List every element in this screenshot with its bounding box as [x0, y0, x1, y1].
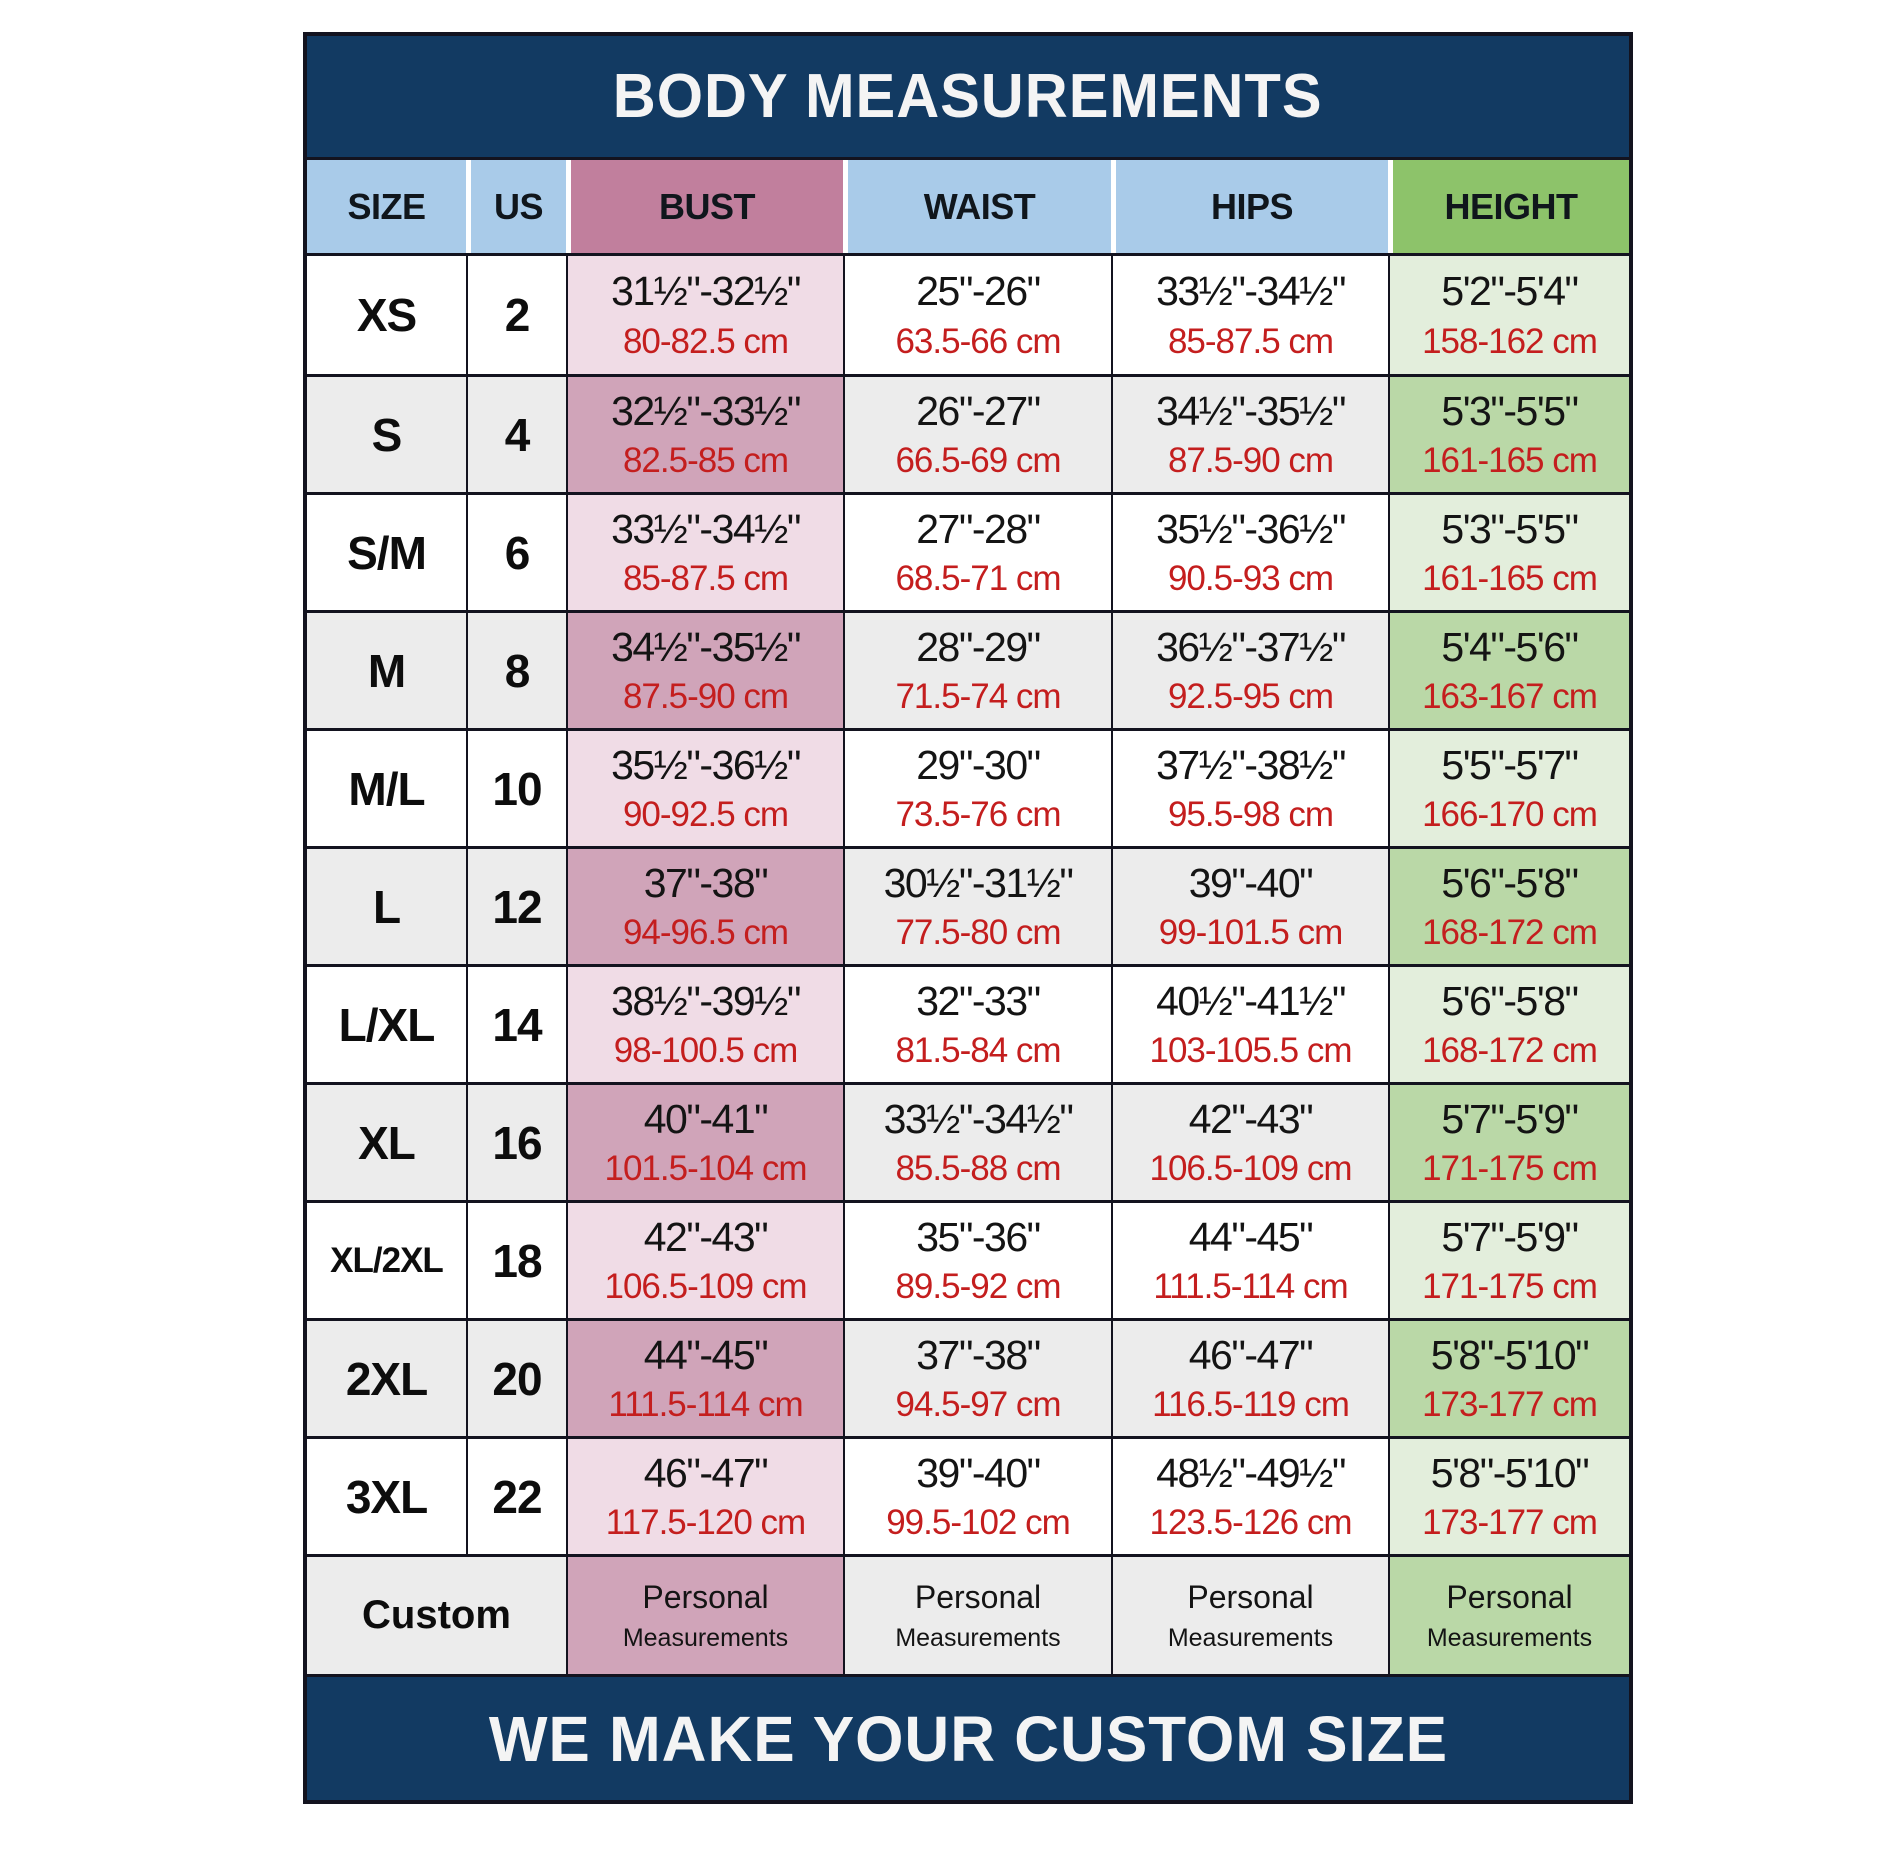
size-label: XS: [356, 289, 417, 341]
table-row: [307, 256, 1629, 374]
table-row: [307, 1318, 1629, 1436]
hips-cm-value: 123.5-126 cm: [1149, 1503, 1352, 1543]
waist-cell: [843, 377, 1111, 492]
bust-cell: [566, 377, 843, 492]
hips-cm-value: 106.5-109 cm: [1149, 1149, 1352, 1189]
us-cell: [466, 377, 566, 492]
title-bar: [307, 36, 1629, 160]
us-cell: [466, 613, 566, 728]
bust-cell: [566, 1085, 843, 1200]
height-cm-value: 161-165 cm: [1422, 559, 1597, 599]
bust-cm-value: 111.5-114 cm: [608, 1385, 803, 1425]
height-cm-value: 171-175 cm: [1422, 1149, 1597, 1189]
height-inches-value: 5'8"-5'10": [1430, 1449, 1589, 1496]
waist-cm-value: 68.5-71 cm: [895, 559, 1061, 599]
hips-cell: [1111, 495, 1388, 610]
size-label: L: [372, 880, 401, 933]
waist-cm-value: 71.5-74 cm: [895, 677, 1061, 717]
size-cell: [307, 377, 466, 492]
us-cell: [466, 256, 566, 374]
size-label: S: [371, 408, 402, 461]
waist-inches-value: 37"-38": [916, 1331, 1040, 1378]
table-row: [307, 374, 1629, 492]
bust-inches-value: 44"-45": [643, 1331, 768, 1378]
page-title: BODY MEASUREMENTS: [613, 62, 1323, 131]
waist-cell: [843, 256, 1111, 374]
custom-waist-line2: Measurements: [895, 1623, 1061, 1652]
footer-bar: [307, 1674, 1629, 1800]
bust-cm-value: 106.5-109 cm: [604, 1267, 807, 1307]
hips-inches-value: 42"-43": [1188, 1095, 1313, 1142]
waist-inches-value: 35"-36": [916, 1213, 1040, 1260]
height-inches-value: 5'8"-5'10": [1430, 1331, 1589, 1378]
waist-cell: [843, 849, 1111, 964]
waist-cell: [843, 1439, 1111, 1554]
us-cell: [466, 731, 566, 846]
table-row: [307, 1436, 1629, 1554]
hips-cell: [1111, 613, 1388, 728]
size-cell: [307, 967, 466, 1082]
custom-size-row: [307, 1554, 1629, 1674]
hips-cell: [1111, 1321, 1388, 1436]
waist-cm-value: 94.5-97 cm: [895, 1385, 1061, 1425]
waist-inches-value: 26"-27": [916, 387, 1040, 434]
size-cell: [307, 1439, 466, 1554]
bust-cell: [566, 1203, 843, 1318]
us-cell: [466, 967, 566, 1082]
custom-label-cell: [307, 1557, 566, 1674]
bust-inches-value: 31½"-32½": [611, 267, 800, 314]
us-size-value: 20: [492, 1352, 542, 1405]
us-cell: [466, 1085, 566, 1200]
hips-inches-value: 40½"-41½": [1156, 977, 1345, 1024]
column-header-us: US: [466, 160, 566, 253]
bust-cell: [566, 849, 843, 964]
size-label: M/L: [348, 762, 425, 815]
hips-cm-value: 111.5-114 cm: [1153, 1267, 1348, 1307]
custom-bust-line1: Personal: [642, 1578, 769, 1615]
size-label: M: [367, 644, 406, 697]
bust-cm-value: 90-92.5 cm: [622, 795, 789, 835]
hips-cm-value: 95.5-98 cm: [1167, 795, 1334, 835]
height-cell: [1388, 256, 1629, 374]
bust-cm-value: 80-82.5 cm: [622, 322, 789, 362]
column-header-height: HEIGHT: [1388, 160, 1629, 253]
hips-cell: [1111, 731, 1388, 846]
column-header-bust: BUST: [566, 160, 843, 253]
waist-inches-value: 30½"-31½": [883, 859, 1073, 906]
us-size-value: 14: [492, 998, 542, 1051]
height-inches-value: 5'6"-5'8": [1441, 977, 1578, 1024]
waist-cell: [843, 1085, 1111, 1200]
height-cm-value: 158-162 cm: [1422, 322, 1597, 362]
height-cm-value: 166-170 cm: [1422, 795, 1597, 835]
custom-height-cell: [1388, 1557, 1629, 1674]
custom-bust-cell: [566, 1557, 843, 1674]
waist-cm-value: 89.5-92 cm: [895, 1267, 1061, 1307]
hips-cm-value: 85-87.5 cm: [1167, 322, 1334, 362]
waist-inches-value: 28"-29": [916, 623, 1040, 670]
table-row: [307, 728, 1629, 846]
hips-inches-value: 33½"-34½": [1156, 267, 1345, 314]
height-cm-value: 161-165 cm: [1422, 441, 1597, 481]
hips-cell: [1111, 1439, 1388, 1554]
bust-inches-value: 34½"-35½": [611, 623, 800, 670]
height-cell: [1388, 731, 1629, 846]
height-cell: [1388, 849, 1629, 964]
hips-inches-value: 36½"-37½": [1156, 623, 1345, 670]
hips-inches-value: 34½"-35½": [1156, 387, 1345, 434]
bust-cell: [566, 967, 843, 1082]
waist-inches-value: 32"-33": [916, 977, 1040, 1024]
us-cell: [466, 1321, 566, 1436]
waist-inches-value: 25"-26": [916, 267, 1040, 314]
column-header-row: [307, 160, 1629, 256]
height-cm-value: 163-167 cm: [1422, 677, 1597, 717]
hips-cm-value: 87.5-90 cm: [1167, 441, 1334, 481]
bust-cell: [566, 731, 843, 846]
custom-hips-line1: Personal: [1187, 1578, 1314, 1615]
height-inches-value: 5'3"-5'5": [1441, 505, 1578, 552]
us-size-value: 16: [492, 1116, 542, 1169]
hips-cell: [1111, 256, 1388, 374]
hips-inches-value: 35½"-36½": [1156, 505, 1345, 552]
bust-cm-value: 87.5-90 cm: [622, 677, 789, 717]
table-row: [307, 610, 1629, 728]
column-header-waist: WAIST: [843, 160, 1111, 253]
height-inches-value: 5'6"-5'8": [1441, 859, 1578, 906]
size-cell: [307, 1321, 466, 1436]
height-cm-value: 173-177 cm: [1422, 1503, 1597, 1543]
height-cm-value: 168-172 cm: [1422, 913, 1597, 953]
custom-height-line2: Measurements: [1426, 1623, 1593, 1652]
bust-inches-value: 46"-47": [643, 1449, 768, 1496]
height-cell: [1388, 495, 1629, 610]
hips-inches-value: 46"-47": [1188, 1331, 1313, 1378]
bust-inches-value: 38½"-39½": [611, 977, 800, 1024]
bust-cm-value: 117.5-120 cm: [605, 1503, 806, 1543]
bust-cell: [566, 1321, 843, 1436]
waist-inches-value: 33½"-34½": [883, 1095, 1073, 1142]
waist-inches-value: 39"-40": [916, 1449, 1040, 1496]
hips-cm-value: 103-105.5 cm: [1149, 1031, 1352, 1071]
custom-height-line1: Personal: [1446, 1578, 1573, 1615]
hips-cm-value: 116.5-119 cm: [1152, 1385, 1349, 1425]
us-size-value: 6: [504, 526, 530, 579]
size-label: XL/2XL: [330, 1240, 443, 1280]
us-size-value: 8: [504, 644, 530, 697]
column-header-hips: HIPS: [1111, 160, 1388, 253]
hips-cm-value: 90.5-93 cm: [1167, 559, 1334, 599]
bust-cm-value: 82.5-85 cm: [622, 441, 789, 481]
bust-inches-value: 40"-41": [643, 1095, 768, 1142]
hips-cm-value: 92.5-95 cm: [1167, 677, 1334, 717]
waist-cell: [843, 1203, 1111, 1318]
bust-cm-value: 85-87.5 cm: [622, 559, 789, 599]
hips-cell: [1111, 377, 1388, 492]
us-size-value: 10: [492, 762, 542, 815]
size-cell: [307, 731, 466, 846]
size-cell: [307, 495, 466, 610]
height-cm-value: 173-177 cm: [1422, 1385, 1597, 1425]
height-cell: [1388, 613, 1629, 728]
custom-label: Custom: [362, 1593, 511, 1637]
waist-inches-value: 29"-30": [916, 741, 1040, 788]
size-label: 2XL: [345, 1352, 428, 1405]
size-label: S/M: [347, 526, 426, 579]
waist-cm-value: 63.5-66 cm: [895, 322, 1061, 362]
waist-cell: [843, 613, 1111, 728]
us-size-value: 12: [492, 880, 542, 933]
height-cell: [1388, 1085, 1629, 1200]
hips-inches-value: 44"-45": [1188, 1213, 1313, 1260]
size-cell: [307, 849, 466, 964]
size-cell: [307, 613, 466, 728]
height-cell: [1388, 1321, 1629, 1436]
size-label: L/XL: [338, 998, 435, 1051]
waist-cm-value: 77.5-80 cm: [895, 913, 1061, 953]
bust-cm-value: 101.5-104 cm: [604, 1149, 807, 1189]
hips-cell: [1111, 1203, 1388, 1318]
custom-hips-cell: [1111, 1557, 1388, 1674]
hips-inches-value: 37½"-38½": [1156, 741, 1345, 788]
bust-cell: [566, 1439, 843, 1554]
table-row: [307, 964, 1629, 1082]
waist-cm-value: 85.5-88 cm: [895, 1149, 1061, 1189]
size-label: 3XL: [345, 1470, 428, 1523]
hips-cell: [1111, 1085, 1388, 1200]
height-inches-value: 5'3"-5'5": [1441, 387, 1578, 434]
waist-cm-value: 99.5-102 cm: [886, 1503, 1070, 1543]
waist-cell: [843, 1321, 1111, 1436]
us-size-value: 2: [504, 289, 530, 341]
height-cm-value: 168-172 cm: [1422, 1031, 1597, 1071]
height-inches-value: 5'5"-5'7": [1441, 741, 1578, 788]
table-body: [307, 256, 1629, 1554]
custom-hips-line2: Measurements: [1167, 1623, 1334, 1652]
size-cell: [307, 256, 466, 374]
height-cm-value: 171-175 cm: [1422, 1267, 1597, 1307]
bust-cm-value: 94-96.5 cm: [622, 913, 789, 953]
hips-cell: [1111, 967, 1388, 1082]
height-cell: [1388, 377, 1629, 492]
waist-inches-value: 27"-28": [916, 505, 1040, 552]
custom-bust-line2: Measurements: [622, 1623, 789, 1652]
waist-cell: [843, 495, 1111, 610]
hips-cm-value: 99-101.5 cm: [1158, 913, 1343, 953]
height-cell: [1388, 967, 1629, 1082]
height-inches-value: 5'2"-5'4": [1441, 267, 1578, 314]
hips-cell: [1111, 849, 1388, 964]
us-cell: [466, 495, 566, 610]
us-size-value: 22: [492, 1470, 542, 1523]
height-inches-value: 5'4"-5'6": [1441, 623, 1578, 670]
custom-waist-line1: Personal: [914, 1578, 1042, 1615]
us-size-value: 18: [492, 1234, 542, 1287]
us-size-value: 4: [504, 408, 530, 461]
bust-cell: [566, 495, 843, 610]
bust-inches-value: 35½"-36½": [611, 741, 800, 788]
bust-inches-value: 32½"-33½": [611, 387, 800, 434]
hips-inches-value: 39"-40": [1188, 859, 1313, 906]
us-cell: [466, 849, 566, 964]
waist-cm-value: 66.5-69 cm: [895, 441, 1061, 481]
height-inches-value: 5'7"-5'9": [1441, 1095, 1578, 1142]
size-label: XL: [358, 1116, 415, 1169]
column-header-size: SIZE: [307, 160, 466, 253]
size-chart-sheet: [303, 32, 1633, 1804]
custom-waist-cell: [843, 1557, 1111, 1674]
bust-inches-value: 37"-38": [643, 859, 768, 906]
hips-inches-value: 48½"-49½": [1156, 1449, 1345, 1496]
bust-inches-value: 33½"-34½": [611, 505, 800, 552]
height-inches-value: 5'7"-5'9": [1441, 1213, 1578, 1260]
bust-cell: [566, 613, 843, 728]
waist-cm-value: 81.5-84 cm: [895, 1031, 1061, 1071]
bust-cell: [566, 256, 843, 374]
size-cell: [307, 1085, 466, 1200]
bust-cm-value: 98-100.5 cm: [613, 1031, 798, 1071]
table-row: [307, 1082, 1629, 1200]
waist-cell: [843, 731, 1111, 846]
height-cell: [1388, 1203, 1629, 1318]
table-row: [307, 846, 1629, 964]
us-cell: [466, 1439, 566, 1554]
table-row: [307, 492, 1629, 610]
footer-text: WE MAKE YOUR CUSTOM SIZE: [488, 1702, 1448, 1775]
height-cell: [1388, 1439, 1629, 1554]
table-row: [307, 1200, 1629, 1318]
waist-cell: [843, 967, 1111, 1082]
us-cell: [466, 1203, 566, 1318]
bust-inches-value: 42"-43": [643, 1213, 768, 1260]
size-cell: [307, 1203, 466, 1318]
waist-cm-value: 73.5-76 cm: [895, 795, 1061, 835]
